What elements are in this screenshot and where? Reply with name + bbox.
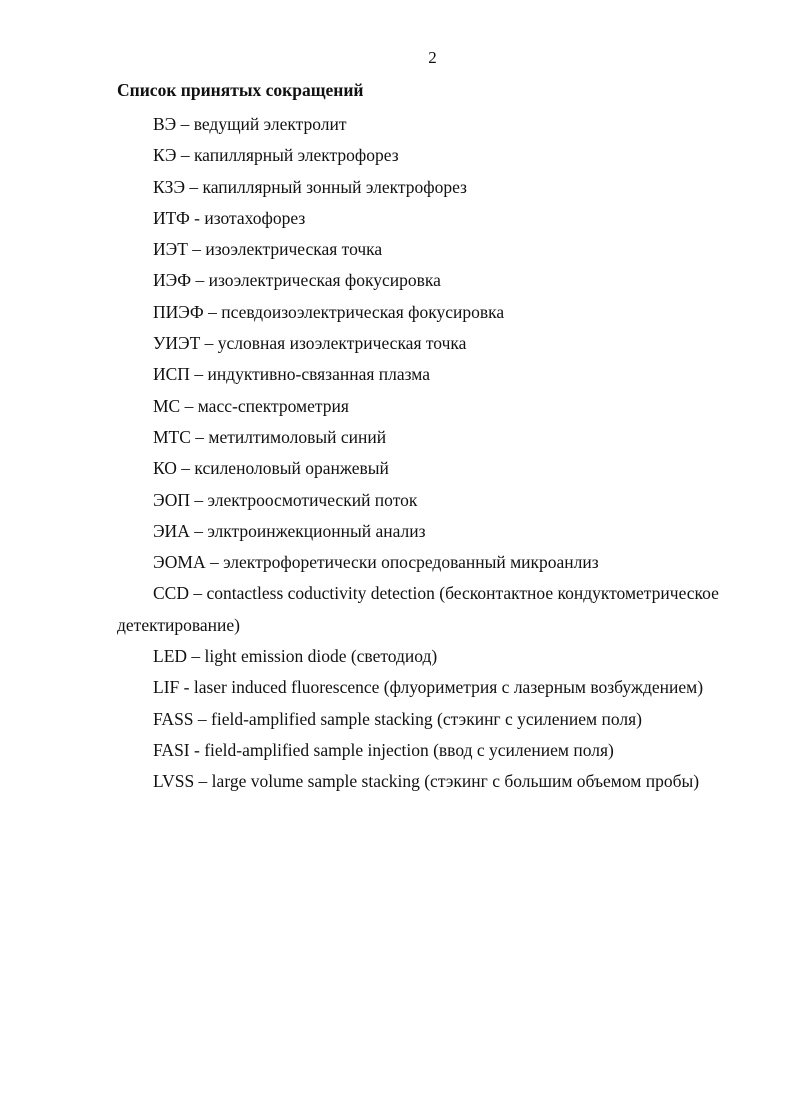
abbreviation-item: УИЭТ – условная изоэлектрическая точка bbox=[153, 333, 467, 354]
abbreviation-item: КЭ – капиллярный электрофорез bbox=[153, 145, 399, 166]
abbreviation-item: КО – ксиленоловый оранжевый bbox=[153, 458, 389, 479]
abbreviation-item: МС – масс-спектрометрия bbox=[153, 395, 349, 416]
abbreviation-item: CCD – contactless coductivity detection (бесконтактное кондуктометрическое детектирование) bbox=[117, 583, 719, 635]
abbreviation-item: ИЭФ – изоэлектрическая фокусировка bbox=[153, 270, 441, 291]
abbreviation-item: ЭОМА – электрофоретически опосредованный микроанлиз bbox=[153, 552, 599, 573]
abbreviation-item: FASI - field-amplified sample injection (ввод с усилением поля) bbox=[153, 739, 614, 760]
abbreviation-list bbox=[117, 109, 777, 798]
abbreviation-item: ПИЭФ – псевдоизоэлектрическая фокусировка bbox=[153, 301, 505, 322]
abbreviation-item: FASS – field-amplified sample stacking (стэкинг с усилением поля) bbox=[153, 708, 642, 729]
abbreviations-section bbox=[117, 78, 777, 798]
abbreviation-item: ЭИА – элктроинжекционный анализ bbox=[153, 520, 426, 541]
abbreviation-item: ВЭ – ведущий электролит bbox=[153, 114, 347, 134]
abbreviation-item: ИТФ - изотахофорез bbox=[153, 207, 306, 228]
abbreviation-item: КЗЭ – капиллярный зонный электрофорез bbox=[153, 176, 467, 197]
section-heading: Список принятых сокращений bbox=[117, 80, 364, 100]
page-number: 2 bbox=[428, 48, 437, 67]
abbreviation-item: LVSS – large volume sample stacking (стэкинг с большим объемом пробы) bbox=[153, 771, 700, 792]
abbreviation-item: LIF - laser induced fluorescence (флуориметрия с лазерным возбуждением) bbox=[153, 677, 704, 698]
abbreviation-item: LED – light emission diode (светодиод) bbox=[153, 646, 438, 667]
abbreviation-item: ИЭТ – изоэлектрическая точка bbox=[153, 239, 383, 260]
abbreviation-item: ЭОП – электроосмотический поток bbox=[153, 489, 418, 510]
abbreviation-item: ИСП – индуктивно-связанная плазма bbox=[153, 364, 431, 385]
abbreviation-item: МТС – метилтимоловый синий bbox=[153, 426, 387, 447]
